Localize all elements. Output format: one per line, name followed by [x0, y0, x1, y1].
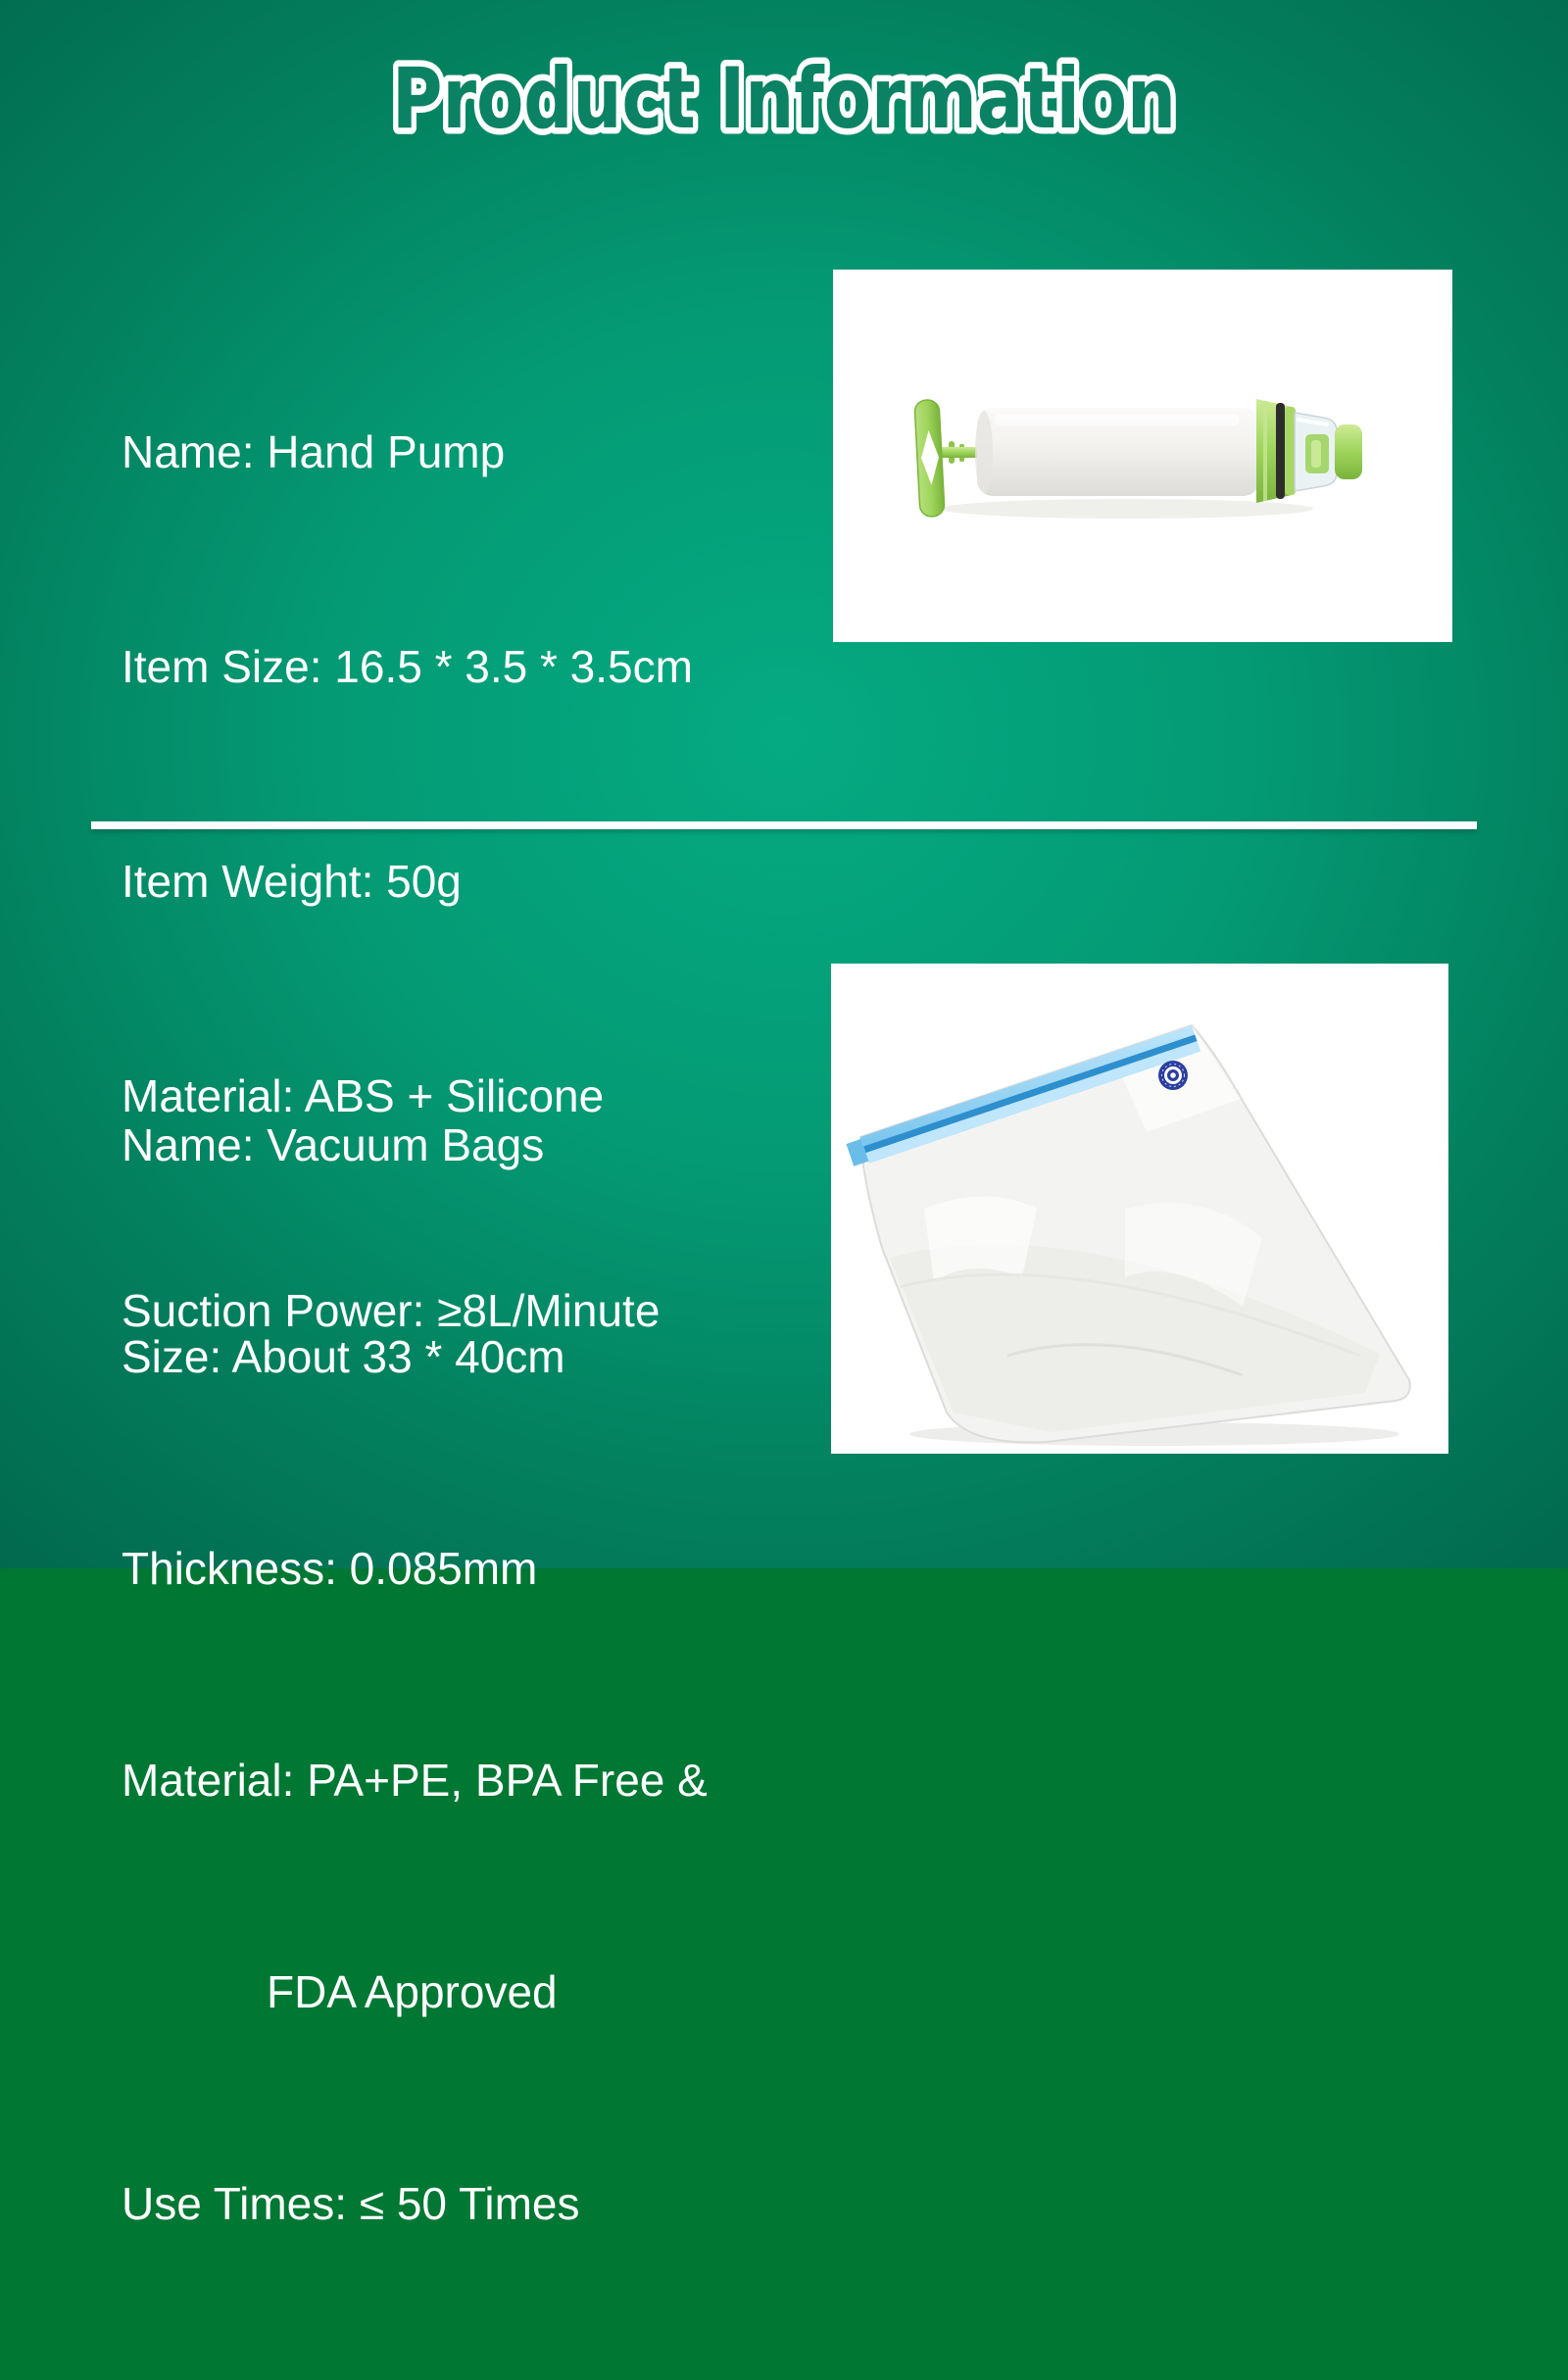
spec-line-use-times: Use Times: ≤ 50 Times [122, 2178, 580, 2229]
spec-line-material: Material: ABS + Silicone [122, 1070, 605, 1121]
vacuum-bag-spec-list [122, 968, 708, 2380]
pump-body-end-shade [975, 411, 993, 493]
spec-line-item-size: Item Size: 16.5 * 3.5 * 3.5cm [122, 641, 693, 692]
spec-line-material: Material: PA+PE, BPA Free & [122, 1755, 708, 1806]
pump-tip-cap [1335, 424, 1362, 479]
spec-line-item-weight: Item Weight: 50g [122, 856, 462, 907]
spec-line-name: Name: Vacuum Bags [122, 1119, 545, 1170]
vacuum-bag-image [831, 964, 1448, 1454]
vacuum-bag-image-panel [831, 964, 1448, 1454]
pump-o-ring [1276, 403, 1285, 499]
spec-line-size: Size: About 33 * 40cm [122, 1331, 565, 1382]
spec-line-name: Name: Hand Pump [122, 426, 506, 477]
page-title: Product Information [392, 50, 1176, 148]
spec-line-material-cont: FDA Approved [267, 1966, 558, 2017]
spec-line-suction-power: Suction Power: ≥8L/Minute [122, 1285, 661, 1336]
bag-valve [1158, 1061, 1188, 1090]
hand-pump-image-panel [833, 270, 1452, 642]
pump-handle [914, 399, 945, 517]
section-divider [91, 821, 1477, 829]
spec-line-thickness: Thickness: 0.085mm [122, 1543, 538, 1594]
hand-pump-image [833, 270, 1452, 642]
page-title-art [0, 18, 1568, 184]
pump-body-highlight [995, 415, 1240, 425]
